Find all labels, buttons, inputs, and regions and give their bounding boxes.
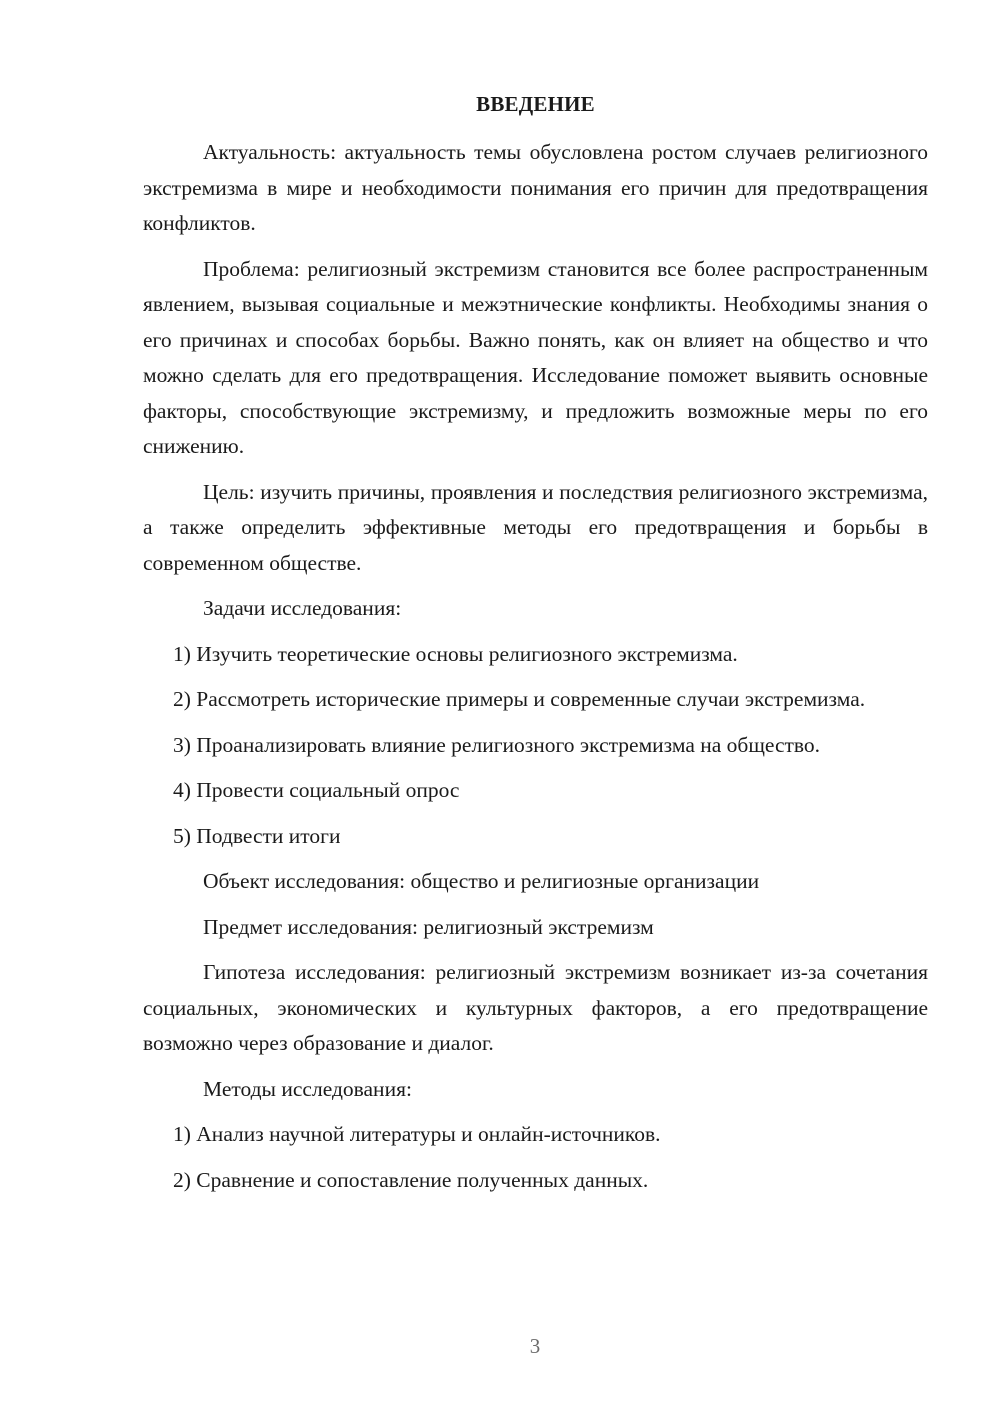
- tasks-title: Задачи исследования:: [203, 596, 402, 620]
- problem-paragraph: Проблема: религиозный экстремизм становится все более распространенным явлением, вызывая социальные и межэтнические конфликты. Необходимы знания о его причинах и способах борьбы. Важно понять, как он влияет на общество и что можно сделать для его предотвращения. Исследование поможет выявить основные факторы, способствующие экстремизму, и предложить возможные меры по его снижению.: [143, 256, 928, 458]
- task-item-1: 1) Изучить теоретические основы религиозного экстремизма.: [173, 641, 738, 666]
- task-item-2: 2) Рассмотреть исторические примеры и современные случаи экстремизма.: [173, 687, 866, 711]
- subject-paragraph: Предмет исследования: религиозный экстремизм: [203, 914, 654, 939]
- method-item-1: 1) Анализ научной литературы и онлайн-источников.: [173, 1122, 661, 1146]
- relevance-paragraph: Актуальность: актуальность темы обусловлена ростом случаев религиозного экстремизма в мире и необходимости понимания его причин для предотвращения конфликтов.: [143, 140, 928, 235]
- methods-title: Методы исследования:: [203, 1076, 412, 1101]
- section-heading: ВВЕДЕНИЕ: [476, 92, 595, 116]
- object-paragraph: Объект исследования: общество и религиозные организации: [203, 869, 760, 893]
- task-item-5: 5) Подвести итоги: [173, 823, 341, 848]
- task-item-3: 3) Проанализировать влияние религиозного экстремизма на общество.: [173, 732, 821, 757]
- method-item-2: 2) Сравнение и сопоставление полученных данных.: [173, 1167, 649, 1192]
- hypothesis-paragraph: Гипотеза исследования: религиозный экстремизм возникает из-за сочетания социальных, экономических и культурных факторов, а его предотвращение возможно через образование и диалог.: [143, 960, 928, 1055]
- page-number: 3: [529, 1334, 541, 1358]
- document-page: [143, 92, 928, 1208]
- goal-paragraph: Цель: изучить причины, проявления и последствия религиозного экстремизма, а также определить эффективные методы его предотвращения и борьбы в современном обществе.: [143, 479, 928, 575]
- task-item-4: 4) Провести социальный опрос: [173, 778, 460, 802]
